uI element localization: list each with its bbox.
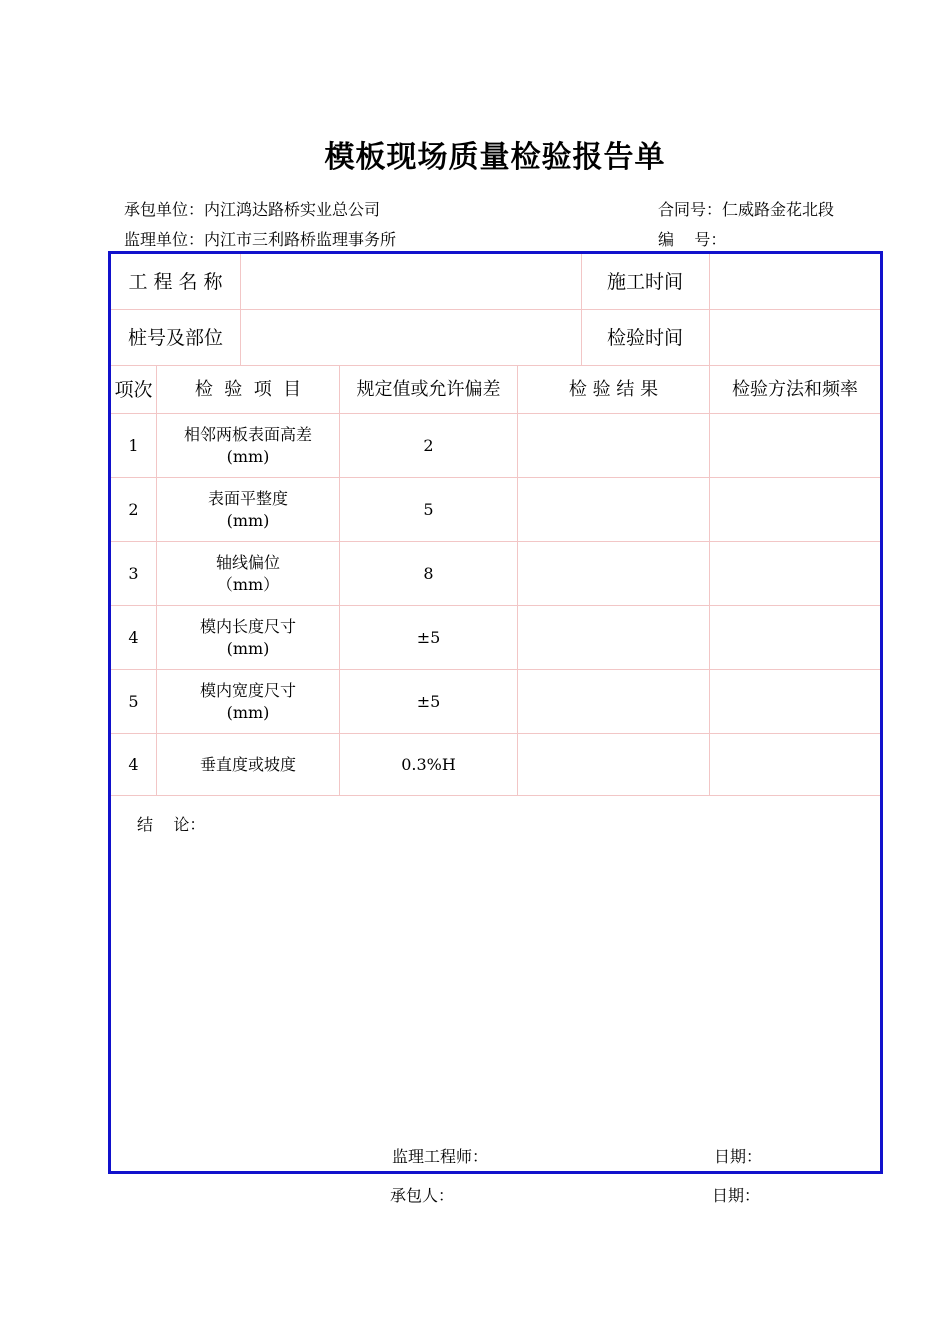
row-5-method[interactable]	[710, 670, 880, 733]
conclusion-label: 结 论：	[137, 815, 206, 834]
project-name-label: 工 程 名 称	[128, 270, 223, 293]
column-header-result: 检 验 结 果	[568, 378, 659, 400]
row-5-item	[157, 670, 339, 733]
engineer-date-label: 日期：	[714, 1147, 763, 1166]
column-header-method: 检验方法和频率	[732, 378, 858, 400]
construction-time-label: 施工时间	[606, 270, 683, 293]
row-1-result[interactable]	[518, 414, 709, 477]
row-5-no: 5	[128, 691, 139, 711]
row-6-method[interactable]	[710, 734, 880, 795]
row-2-item-name: 表面平整度	[207, 488, 288, 508]
row-3-method[interactable]	[710, 542, 880, 605]
row-5-item-name: 模内宽度尺寸	[199, 680, 296, 700]
row-2-item-unit: (mm)	[226, 510, 270, 530]
row-6-result[interactable]	[518, 734, 709, 795]
supervising-engineer-label: 监理工程师：	[392, 1147, 489, 1166]
row-4-result[interactable]	[518, 606, 709, 669]
row-2-result[interactable]	[518, 478, 709, 541]
row-4-spec: ±5	[416, 627, 441, 647]
row-3-item	[157, 542, 339, 605]
row-2-spec: 5	[423, 499, 434, 519]
row-3-result[interactable]	[518, 542, 709, 605]
project-name-value[interactable]	[241, 254, 581, 309]
row-3-spec: 8	[423, 563, 434, 583]
row-1-spec: 2	[423, 435, 434, 455]
row-1-item-unit: (mm)	[226, 446, 270, 466]
contractor-person-label: 承包人：	[390, 1186, 455, 1205]
row-2-method[interactable]	[710, 478, 880, 541]
row-3-item-name: 轴线偏位	[215, 552, 280, 572]
column-header-no: 项次	[114, 378, 153, 401]
row-5-result[interactable]	[518, 670, 709, 733]
column-header-spec: 规定值或允许偏差	[356, 378, 501, 400]
row-3-item-unit: （mm）	[216, 574, 280, 594]
supervisor-unit: 监理单位：内江市三利路桥监理事务所	[124, 230, 397, 249]
contractor-unit: 承包单位：内江鸿达路桥实业总公司	[124, 200, 381, 219]
page-title: 模板现场质量检验报告单	[324, 140, 666, 175]
row-4-item-name: 模内长度尺寸	[199, 616, 296, 636]
construction-time-value[interactable]	[710, 254, 880, 309]
row-1-method[interactable]	[710, 414, 880, 477]
row-4-item	[157, 606, 339, 669]
row-1-no: 1	[128, 435, 139, 455]
contractor-date-label: 日期：	[712, 1186, 761, 1205]
column-header-item: 检 验 项 目	[194, 378, 302, 400]
row-6-no: 4	[128, 754, 139, 774]
row-3-no: 3	[128, 563, 139, 583]
row-2-item	[157, 478, 339, 541]
contract-number: 合同号：仁威路金花北段	[658, 200, 835, 219]
row-4-method[interactable]	[710, 606, 880, 669]
row-2-no: 2	[128, 499, 139, 519]
row-6-item	[157, 734, 339, 795]
inspection-time-value[interactable]	[710, 310, 880, 365]
inspection-form	[108, 251, 883, 1174]
row-5-spec: ±5	[416, 691, 441, 711]
row-1-item-name: 相邻两板表面高差	[183, 424, 312, 444]
conclusion-area[interactable]	[131, 844, 861, 1124]
row-4-item-unit: (mm)	[226, 638, 270, 658]
row-1-item	[157, 414, 339, 477]
station-value[interactable]	[241, 310, 581, 365]
number-label: 编 号：	[658, 230, 727, 249]
inspection-time-label: 检验时间	[606, 326, 683, 349]
row-6-item-name: 垂直度或坡度	[199, 754, 296, 774]
row-4-no: 4	[128, 627, 139, 647]
row-5-item-unit: (mm)	[226, 702, 270, 722]
row-6-spec: 0.3%H	[401, 754, 456, 774]
station-label: 桩号及部位	[127, 326, 223, 349]
